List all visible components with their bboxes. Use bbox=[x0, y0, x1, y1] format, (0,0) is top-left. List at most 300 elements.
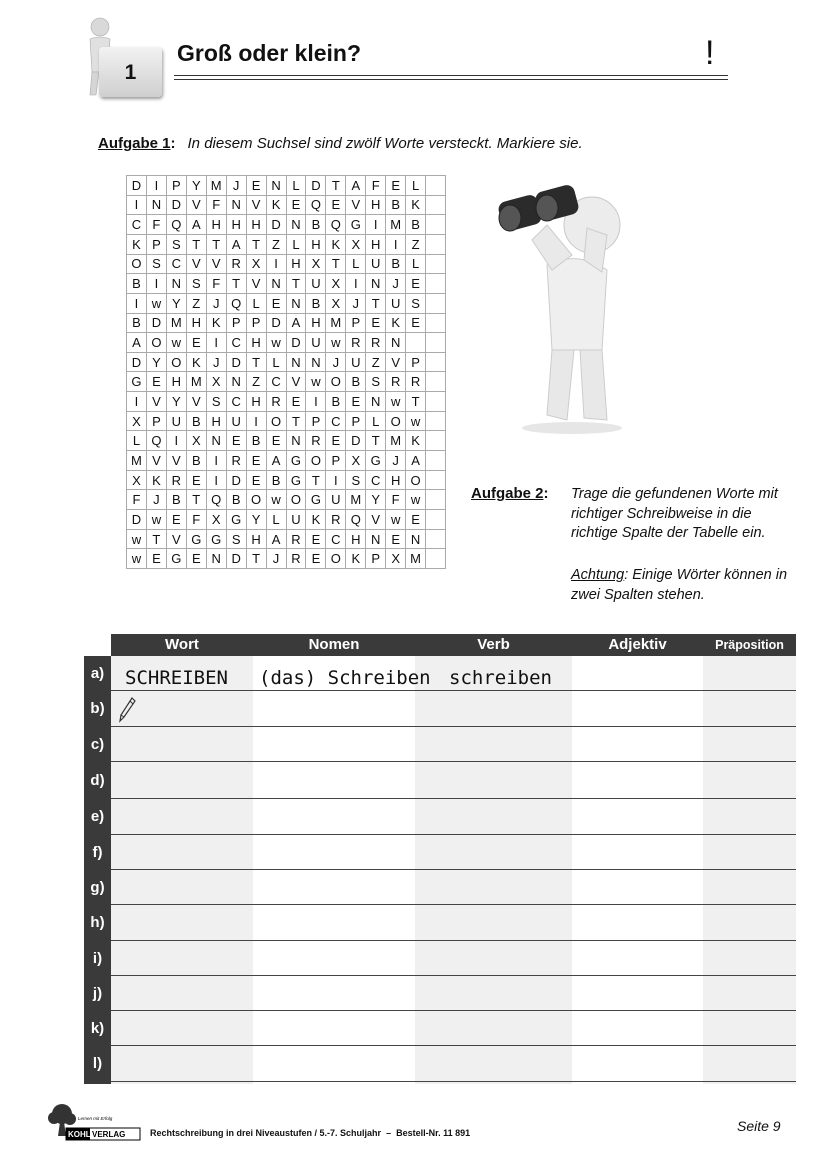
grid-cell[interactable]: E bbox=[406, 274, 426, 294]
grid-cell[interactable]: K bbox=[406, 431, 426, 451]
grid-cell[interactable]: V bbox=[147, 392, 167, 412]
grid-cell[interactable]: U bbox=[287, 510, 307, 530]
grid-cell[interactable]: Z bbox=[366, 353, 386, 373]
grid-cell[interactable]: G bbox=[366, 451, 386, 471]
grid-cell[interactable] bbox=[426, 490, 446, 510]
grid-cell[interactable]: M bbox=[406, 549, 426, 569]
grid-cell[interactable]: E bbox=[167, 510, 187, 530]
grid-cell[interactable]: G bbox=[127, 372, 147, 392]
grid-cell[interactable]: B bbox=[127, 274, 147, 294]
column-preposition[interactable] bbox=[703, 656, 796, 1084]
grid-cell[interactable]: F bbox=[127, 490, 147, 510]
grid-cell[interactable] bbox=[426, 215, 446, 235]
grid-cell[interactable]: R bbox=[287, 530, 307, 550]
grid-cell[interactable]: R bbox=[326, 510, 346, 530]
grid-cell[interactable]: N bbox=[386, 333, 406, 353]
grid-cell[interactable]: R bbox=[287, 549, 307, 569]
grid-cell[interactable]: I bbox=[386, 235, 406, 255]
grid-cell[interactable]: V bbox=[247, 196, 267, 216]
grid-cell[interactable]: w bbox=[127, 549, 147, 569]
grid-cell[interactable]: D bbox=[346, 431, 366, 451]
grid-cell[interactable]: C bbox=[167, 255, 187, 275]
grid-cell[interactable]: I bbox=[127, 392, 147, 412]
grid-cell[interactable]: T bbox=[187, 490, 207, 510]
grid-cell[interactable]: H bbox=[346, 530, 366, 550]
grid-cell[interactable]: K bbox=[187, 353, 207, 373]
grid-cell[interactable]: w bbox=[326, 333, 346, 353]
grid-cell[interactable]: N bbox=[287, 431, 307, 451]
grid-cell[interactable]: T bbox=[287, 274, 307, 294]
grid-cell[interactable]: V bbox=[366, 510, 386, 530]
grid-cell[interactable]: U bbox=[306, 274, 326, 294]
grid-cell[interactable]: E bbox=[267, 431, 287, 451]
grid-cell[interactable]: T bbox=[247, 549, 267, 569]
grid-cell[interactable]: E bbox=[406, 510, 426, 530]
grid-cell[interactable]: G bbox=[207, 530, 227, 550]
grid-cell[interactable]: O bbox=[147, 333, 167, 353]
grid-cell[interactable]: B bbox=[326, 392, 346, 412]
grid-cell[interactable]: A bbox=[287, 314, 307, 334]
grid-cell[interactable]: N bbox=[366, 274, 386, 294]
grid-cell[interactable]: J bbox=[346, 294, 366, 314]
grid-cell[interactable]: I bbox=[167, 431, 187, 451]
grid-cell[interactable]: R bbox=[406, 372, 426, 392]
grid-cell[interactable]: Y bbox=[366, 490, 386, 510]
grid-cell[interactable]: T bbox=[247, 235, 267, 255]
grid-cell[interactable]: Y bbox=[167, 392, 187, 412]
grid-cell[interactable]: N bbox=[287, 294, 307, 314]
grid-cell[interactable]: I bbox=[207, 333, 227, 353]
grid-cell[interactable]: T bbox=[306, 471, 326, 491]
grid-cell[interactable]: B bbox=[346, 372, 366, 392]
grid-cell[interactable]: Y bbox=[247, 510, 267, 530]
grid-cell[interactable]: N bbox=[366, 392, 386, 412]
word-search-grid[interactable] bbox=[126, 175, 446, 569]
grid-cell[interactable]: B bbox=[386, 255, 406, 275]
grid-cell[interactable]: T bbox=[187, 235, 207, 255]
grid-cell[interactable]: L bbox=[287, 235, 307, 255]
grid-cell[interactable]: D bbox=[147, 314, 167, 334]
grid-cell[interactable] bbox=[426, 294, 446, 314]
grid-cell[interactable]: H bbox=[366, 196, 386, 216]
grid-cell[interactable]: Y bbox=[147, 353, 167, 373]
grid-cell[interactable]: N bbox=[267, 176, 287, 196]
grid-cell[interactable]: O bbox=[326, 372, 346, 392]
grid-cell[interactable]: F bbox=[207, 196, 227, 216]
grid-cell[interactable] bbox=[426, 412, 446, 432]
grid-cell[interactable]: J bbox=[207, 353, 227, 373]
grid-cell[interactable]: L bbox=[346, 255, 366, 275]
grid-cell[interactable]: U bbox=[366, 255, 386, 275]
column-adjective[interactable] bbox=[572, 656, 703, 1084]
grid-cell[interactable]: E bbox=[366, 314, 386, 334]
grid-cell[interactable]: D bbox=[227, 549, 247, 569]
grid-cell[interactable]: G bbox=[346, 215, 366, 235]
grid-cell[interactable]: K bbox=[346, 549, 366, 569]
grid-cell[interactable]: L bbox=[287, 176, 307, 196]
grid-cell[interactable]: B bbox=[227, 490, 247, 510]
grid-cell[interactable]: U bbox=[227, 412, 247, 432]
grid-cell[interactable]: R bbox=[267, 392, 287, 412]
grid-cell[interactable]: X bbox=[346, 235, 366, 255]
grid-cell[interactable]: E bbox=[406, 314, 426, 334]
grid-cell[interactable]: R bbox=[306, 431, 326, 451]
grid-cell[interactable]: E bbox=[267, 294, 287, 314]
grid-cell[interactable]: D bbox=[267, 215, 287, 235]
grid-cell[interactable]: A bbox=[267, 530, 287, 550]
grid-cell[interactable]: V bbox=[187, 255, 207, 275]
grid-cell[interactable]: K bbox=[386, 314, 406, 334]
grid-cell[interactable]: I bbox=[127, 196, 147, 216]
grid-cell[interactable]: P bbox=[366, 549, 386, 569]
grid-cell[interactable]: A bbox=[227, 235, 247, 255]
grid-cell[interactable]: G bbox=[287, 471, 307, 491]
grid-cell[interactable]: S bbox=[406, 294, 426, 314]
grid-cell[interactable]: C bbox=[227, 392, 247, 412]
grid-cell[interactable]: D bbox=[267, 314, 287, 334]
grid-cell[interactable] bbox=[426, 274, 446, 294]
grid-cell[interactable] bbox=[426, 530, 446, 550]
grid-cell[interactable]: A bbox=[346, 176, 366, 196]
grid-cell[interactable]: E bbox=[346, 392, 366, 412]
grid-cell[interactable]: H bbox=[187, 314, 207, 334]
grid-cell[interactable]: B bbox=[386, 196, 406, 216]
grid-cell[interactable] bbox=[426, 372, 446, 392]
grid-cell[interactable]: w bbox=[127, 530, 147, 550]
grid-cell[interactable]: I bbox=[207, 471, 227, 491]
grid-cell[interactable]: P bbox=[326, 451, 346, 471]
grid-cell[interactable]: O bbox=[287, 490, 307, 510]
grid-cell[interactable]: X bbox=[187, 431, 207, 451]
grid-cell[interactable]: I bbox=[127, 294, 147, 314]
grid-cell[interactable]: I bbox=[346, 274, 366, 294]
grid-cell[interactable]: B bbox=[187, 451, 207, 471]
grid-cell[interactable]: N bbox=[306, 353, 326, 373]
grid-cell[interactable] bbox=[426, 235, 446, 255]
grid-cell[interactable]: w bbox=[267, 490, 287, 510]
grid-cell[interactable]: V bbox=[187, 196, 207, 216]
grid-cell[interactable]: U bbox=[167, 412, 187, 432]
grid-cell[interactable]: N bbox=[267, 274, 287, 294]
grid-cell[interactable]: E bbox=[247, 451, 267, 471]
grid-cell[interactable]: H bbox=[247, 530, 267, 550]
grid-cell[interactable]: H bbox=[207, 412, 227, 432]
grid-cell[interactable]: X bbox=[247, 255, 267, 275]
grid-cell[interactable]: I bbox=[306, 392, 326, 412]
grid-cell[interactable]: U bbox=[306, 333, 326, 353]
grid-cell[interactable]: O bbox=[127, 255, 147, 275]
grid-cell[interactable]: V bbox=[167, 530, 187, 550]
grid-cell[interactable]: E bbox=[247, 176, 267, 196]
grid-cell[interactable]: R bbox=[167, 471, 187, 491]
grid-cell[interactable]: Z bbox=[406, 235, 426, 255]
grid-cell[interactable]: O bbox=[167, 353, 187, 373]
grid-cell[interactable]: w bbox=[267, 333, 287, 353]
grid-cell[interactable]: R bbox=[366, 333, 386, 353]
grid-cell[interactable]: B bbox=[306, 294, 326, 314]
grid-cell[interactable]: M bbox=[386, 431, 406, 451]
grid-cell[interactable]: E bbox=[306, 549, 326, 569]
grid-cell[interactable]: E bbox=[187, 549, 207, 569]
grid-cell[interactable] bbox=[426, 255, 446, 275]
grid-cell[interactable]: T bbox=[326, 255, 346, 275]
column-noun[interactable] bbox=[253, 656, 415, 1084]
grid-cell[interactable]: R bbox=[386, 372, 406, 392]
grid-cell[interactable]: H bbox=[227, 215, 247, 235]
grid-cell[interactable]: A bbox=[267, 451, 287, 471]
grid-cell[interactable]: J bbox=[386, 451, 406, 471]
grid-cell[interactable]: w bbox=[406, 490, 426, 510]
grid-cell[interactable]: P bbox=[167, 176, 187, 196]
grid-cell[interactable]: T bbox=[366, 294, 386, 314]
grid-cell[interactable]: H bbox=[247, 215, 267, 235]
grid-cell[interactable]: C bbox=[127, 215, 147, 235]
grid-cell[interactable]: O bbox=[326, 549, 346, 569]
grid-cell[interactable]: w bbox=[306, 372, 326, 392]
grid-cell[interactable]: D bbox=[306, 176, 326, 196]
grid-cell[interactable]: V bbox=[167, 451, 187, 471]
grid-cell[interactable] bbox=[426, 451, 446, 471]
grid-cell[interactable]: E bbox=[187, 471, 207, 491]
column-verb[interactable] bbox=[415, 656, 572, 1084]
grid-cell[interactable]: D bbox=[287, 333, 307, 353]
grid-cell[interactable]: N bbox=[227, 196, 247, 216]
grid-cell[interactable]: I bbox=[267, 255, 287, 275]
grid-cell[interactable]: w bbox=[386, 510, 406, 530]
grid-cell[interactable]: Y bbox=[167, 294, 187, 314]
grid-cell[interactable]: w bbox=[147, 510, 167, 530]
grid-cell[interactable]: C bbox=[326, 412, 346, 432]
grid-cell[interactable]: I bbox=[207, 451, 227, 471]
grid-cell[interactable] bbox=[426, 471, 446, 491]
grid-cell[interactable]: O bbox=[406, 471, 426, 491]
grid-cell[interactable]: E bbox=[247, 471, 267, 491]
grid-cell[interactable]: E bbox=[227, 431, 247, 451]
grid-cell[interactable]: V bbox=[147, 451, 167, 471]
grid-cell[interactable] bbox=[426, 314, 446, 334]
grid-cell[interactable]: N bbox=[287, 353, 307, 373]
grid-cell[interactable]: F bbox=[366, 176, 386, 196]
grid-cell[interactable]: H bbox=[366, 235, 386, 255]
grid-cell[interactable]: P bbox=[147, 235, 167, 255]
grid-cell[interactable]: P bbox=[227, 314, 247, 334]
grid-cell[interactable]: R bbox=[227, 451, 247, 471]
grid-cell[interactable]: E bbox=[147, 549, 167, 569]
grid-cell[interactable]: V bbox=[386, 353, 406, 373]
grid-cell[interactable]: G bbox=[227, 510, 247, 530]
grid-cell[interactable]: N bbox=[227, 372, 247, 392]
grid-cell[interactable]: J bbox=[326, 353, 346, 373]
grid-cell[interactable]: V bbox=[287, 372, 307, 392]
grid-cell[interactable]: E bbox=[306, 530, 326, 550]
grid-cell[interactable]: B bbox=[306, 215, 326, 235]
grid-cell[interactable]: J bbox=[267, 549, 287, 569]
grid-cell[interactable]: V bbox=[207, 255, 227, 275]
grid-cell[interactable]: T bbox=[227, 274, 247, 294]
grid-cell[interactable]: S bbox=[207, 392, 227, 412]
grid-cell[interactable]: O bbox=[306, 451, 326, 471]
grid-cell[interactable] bbox=[426, 431, 446, 451]
grid-cell[interactable]: N bbox=[167, 274, 187, 294]
grid-cell[interactable]: K bbox=[306, 510, 326, 530]
grid-cell[interactable]: D bbox=[167, 196, 187, 216]
grid-cell[interactable]: K bbox=[267, 196, 287, 216]
grid-cell[interactable]: A bbox=[406, 451, 426, 471]
grid-cell[interactable] bbox=[426, 549, 446, 569]
grid-cell[interactable]: Z bbox=[247, 372, 267, 392]
grid-cell[interactable]: E bbox=[326, 196, 346, 216]
grid-cell[interactable]: H bbox=[247, 333, 267, 353]
grid-cell[interactable]: X bbox=[386, 549, 406, 569]
grid-cell[interactable]: L bbox=[247, 294, 267, 314]
grid-cell[interactable]: G bbox=[287, 451, 307, 471]
grid-cell[interactable]: M bbox=[346, 490, 366, 510]
grid-cell[interactable]: Q bbox=[207, 490, 227, 510]
grid-cell[interactable]: O bbox=[247, 490, 267, 510]
grid-cell[interactable]: V bbox=[247, 274, 267, 294]
grid-cell[interactable]: L bbox=[127, 431, 147, 451]
grid-cell[interactable] bbox=[426, 196, 446, 216]
grid-cell[interactable]: T bbox=[147, 530, 167, 550]
grid-cell[interactable]: Z bbox=[267, 235, 287, 255]
grid-cell[interactable]: G bbox=[187, 530, 207, 550]
grid-cell[interactable] bbox=[426, 392, 446, 412]
grid-cell[interactable]: Q bbox=[326, 215, 346, 235]
grid-cell[interactable]: F bbox=[147, 215, 167, 235]
grid-cell[interactable]: N bbox=[406, 530, 426, 550]
grid-cell[interactable]: X bbox=[127, 412, 147, 432]
grid-cell[interactable]: J bbox=[207, 294, 227, 314]
grid-cell[interactable]: L bbox=[267, 353, 287, 373]
grid-cell[interactable]: G bbox=[306, 490, 326, 510]
grid-cell[interactable]: O bbox=[386, 412, 406, 432]
grid-cell[interactable]: Q bbox=[346, 510, 366, 530]
grid-cell[interactable]: P bbox=[346, 412, 366, 432]
grid-cell[interactable]: B bbox=[127, 314, 147, 334]
grid-cell[interactable]: U bbox=[346, 353, 366, 373]
grid-cell[interactable]: B bbox=[267, 471, 287, 491]
grid-cell[interactable]: U bbox=[386, 294, 406, 314]
grid-cell[interactable]: S bbox=[346, 471, 366, 491]
grid-cell[interactable]: M bbox=[167, 314, 187, 334]
grid-cell[interactable]: P bbox=[147, 412, 167, 432]
grid-cell[interactable]: X bbox=[207, 372, 227, 392]
grid-cell[interactable]: M bbox=[207, 176, 227, 196]
grid-cell[interactable]: F bbox=[207, 274, 227, 294]
grid-cell[interactable]: T bbox=[247, 353, 267, 373]
grid-cell[interactable]: X bbox=[346, 451, 366, 471]
grid-cell[interactable]: N bbox=[207, 549, 227, 569]
grid-cell[interactable]: J bbox=[147, 490, 167, 510]
grid-cell[interactable]: U bbox=[326, 490, 346, 510]
grid-cell[interactable]: X bbox=[326, 294, 346, 314]
grid-cell[interactable]: D bbox=[227, 353, 247, 373]
grid-cell[interactable]: J bbox=[386, 274, 406, 294]
grid-cell[interactable]: B bbox=[167, 490, 187, 510]
grid-cell[interactable]: C bbox=[267, 372, 287, 392]
grid-cell[interactable] bbox=[426, 176, 446, 196]
grid-cell[interactable]: L bbox=[366, 412, 386, 432]
grid-cell[interactable]: N bbox=[287, 215, 307, 235]
grid-cell[interactable]: F bbox=[386, 490, 406, 510]
grid-cell[interactable]: H bbox=[306, 314, 326, 334]
grid-cell[interactable]: T bbox=[366, 431, 386, 451]
grid-cell[interactable]: Y bbox=[187, 176, 207, 196]
grid-cell[interactable]: C bbox=[326, 530, 346, 550]
grid-cell[interactable]: S bbox=[167, 235, 187, 255]
grid-cell[interactable]: Q bbox=[167, 215, 187, 235]
grid-cell[interactable]: L bbox=[267, 510, 287, 530]
grid-cell[interactable]: A bbox=[187, 215, 207, 235]
grid-cell[interactable]: V bbox=[187, 392, 207, 412]
grid-cell[interactable]: K bbox=[207, 314, 227, 334]
grid-cell[interactable]: E bbox=[287, 196, 307, 216]
grid-cell[interactable]: Z bbox=[187, 294, 207, 314]
grid-cell[interactable]: X bbox=[306, 255, 326, 275]
grid-cell[interactable]: T bbox=[287, 412, 307, 432]
grid-cell[interactable]: C bbox=[366, 471, 386, 491]
grid-cell[interactable]: C bbox=[227, 333, 247, 353]
grid-cell[interactable]: H bbox=[167, 372, 187, 392]
grid-cell[interactable]: S bbox=[187, 274, 207, 294]
grid-cell[interactable]: H bbox=[207, 215, 227, 235]
grid-cell[interactable]: P bbox=[346, 314, 366, 334]
grid-cell[interactable]: H bbox=[287, 255, 307, 275]
grid-cell[interactable]: L bbox=[406, 255, 426, 275]
grid-cell[interactable]: E bbox=[187, 333, 207, 353]
grid-cell[interactable]: I bbox=[247, 412, 267, 432]
grid-cell[interactable]: H bbox=[306, 235, 326, 255]
grid-cell[interactable]: S bbox=[147, 255, 167, 275]
grid-cell[interactable]: N bbox=[147, 196, 167, 216]
grid-cell[interactable]: L bbox=[406, 176, 426, 196]
grid-cell[interactable]: w bbox=[386, 392, 406, 412]
grid-cell[interactable]: D bbox=[127, 176, 147, 196]
grid-cell[interactable]: D bbox=[227, 471, 247, 491]
grid-cell[interactable]: I bbox=[147, 274, 167, 294]
grid-cell[interactable]: I bbox=[147, 176, 167, 196]
grid-cell[interactable]: S bbox=[227, 530, 247, 550]
grid-cell[interactable]: Q bbox=[147, 431, 167, 451]
grid-cell[interactable]: R bbox=[227, 255, 247, 275]
grid-cell[interactable]: E bbox=[386, 530, 406, 550]
grid-cell[interactable]: A bbox=[127, 333, 147, 353]
grid-cell[interactable]: M bbox=[127, 451, 147, 471]
grid-cell[interactable]: N bbox=[207, 431, 227, 451]
grid-cell[interactable]: K bbox=[406, 196, 426, 216]
grid-cell[interactable]: T bbox=[326, 176, 346, 196]
grid-cell[interactable]: T bbox=[406, 392, 426, 412]
grid-cell[interactable]: V bbox=[346, 196, 366, 216]
grid-cell[interactable]: w bbox=[167, 333, 187, 353]
grid-cell[interactable]: E bbox=[147, 372, 167, 392]
grid-cell[interactable]: K bbox=[127, 235, 147, 255]
grid-cell[interactable] bbox=[406, 333, 426, 353]
grid-cell[interactable] bbox=[426, 510, 446, 530]
grid-cell[interactable]: P bbox=[406, 353, 426, 373]
grid-cell[interactable]: Q bbox=[227, 294, 247, 314]
grid-cell[interactable]: P bbox=[247, 314, 267, 334]
grid-cell[interactable]: J bbox=[227, 176, 247, 196]
grid-cell[interactable]: I bbox=[366, 215, 386, 235]
grid-cell[interactable]: D bbox=[127, 510, 147, 530]
grid-cell[interactable]: P bbox=[306, 412, 326, 432]
grid-cell[interactable]: X bbox=[326, 274, 346, 294]
grid-cell[interactable]: w bbox=[406, 412, 426, 432]
grid-cell[interactable]: D bbox=[127, 353, 147, 373]
grid-cell[interactable]: B bbox=[247, 431, 267, 451]
grid-cell[interactable]: B bbox=[187, 412, 207, 432]
